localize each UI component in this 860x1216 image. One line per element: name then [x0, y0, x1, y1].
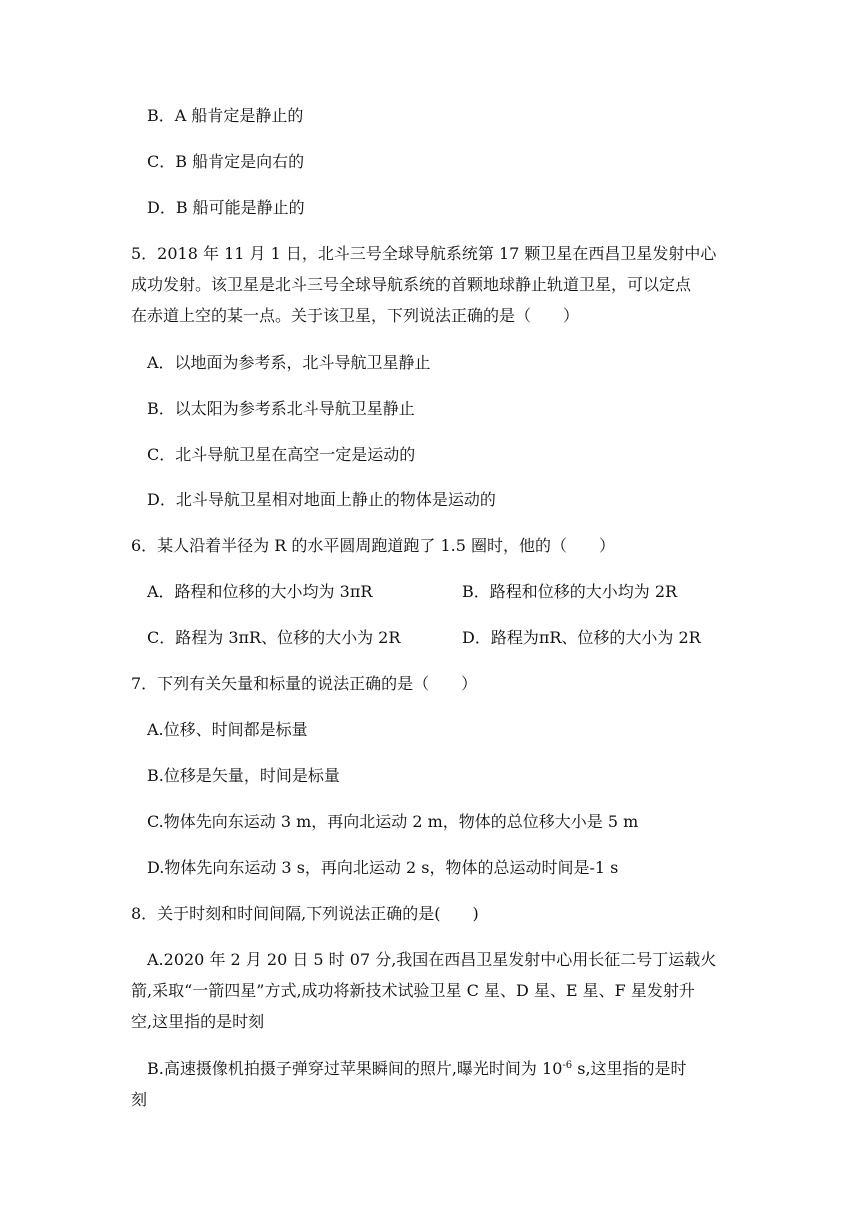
q8-option-b-line-2: 刻 [131, 1090, 148, 1109]
q7-option-c: C.物体先向东运动 3 m，再向北运动 2 m，物体的总位移大小是 5 m [147, 812, 639, 831]
q5-stem-line-2: 成功发射。该卫星是北斗三号全球导航系统的首颗地球静止轨道卫星，可以定点 [131, 275, 692, 294]
q4-option-c: C．B 船肯定是向右的 [147, 152, 305, 171]
q8-option-b-exponent: -6 [562, 1060, 573, 1071]
q5-option-a: A．以地面为参考系，北斗导航卫星静止 [147, 353, 431, 372]
q8-option-b-text: B.高速摄像机拍摄子弹穿过苹果瞬间的照片,曝光时间为 10 [147, 1059, 563, 1078]
q5-stem-line-1: 5．2018 年 11 月 1 日，北斗三号全球导航系统第 17 颗卫星在西昌卫星发射中心 [131, 244, 717, 263]
q6-stem: 6．某人沿着半径为 R 的水平圆周跑道跑了 1.5 圈时，他的（ ） [131, 536, 616, 555]
q7-option-a: A.位移、时间都是标量 [147, 720, 308, 739]
q8-option-a-line-3: 空,这里指的是时刻 [131, 1012, 265, 1031]
q7-option-b: B.位移是矢量，时间是标量 [147, 766, 340, 785]
q4-option-b: B．A 船肯定是静止的 [147, 106, 304, 125]
q6-option-d: D．路程为πR、位移的大小为 2R [462, 628, 701, 647]
q4-option-d: D．B 船可能是静止的 [147, 198, 305, 217]
q6-option-a: A．路程和位移的大小均为 3πR [147, 582, 373, 601]
q8-stem: 8．关于时刻和时间间隔,下列说法正确的是( ) [131, 904, 479, 923]
q5-option-c: C．北斗导航卫星在高空一定是运动的 [147, 445, 416, 464]
q8-option-a-line-1: A.2020 年 2 月 20 日 5 时 07 分,我国在西昌卫星发射中心用长征二号丁运载火 [147, 950, 717, 969]
q5-option-b: B．以太阳为参考系北斗导航卫星静止 [147, 399, 415, 418]
q7-option-d: D.物体先向东运动 3 s，再向北运动 2 s，物体的总运动时间是-1 s [147, 858, 619, 877]
q8-option-a-line-2: 箭,采取“一箭四星”方式,成功将新技术试验卫星 C 星、D 星、E 星、F 星发射升 [131, 981, 695, 1000]
q7-stem: 7．下列有关矢量和标量的说法正确的是（ ） [131, 674, 478, 693]
q8-option-b-text-tail: s,这里指的是时 [572, 1059, 687, 1078]
q5-stem-line-3: 在赤道上空的某一点。关于该卫星，下列说法正确的是（ ） [131, 306, 580, 325]
q6-option-b: B．路程和位移的大小均为 2R [462, 582, 678, 601]
q5-option-d: D．北斗导航卫星相对地面上静止的物体是运动的 [147, 490, 496, 509]
q6-option-c: C．路程为 3πR、位移的大小为 2R [147, 628, 401, 647]
q8-option-b-line-1 [147, 1058, 687, 1080]
